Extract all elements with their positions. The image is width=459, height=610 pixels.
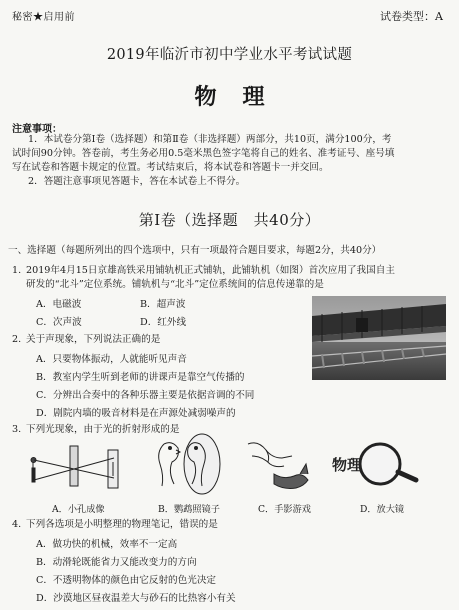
question-text: 2019年4月15日京雄高铁采用铺轨机正式铺轨，此铺轨机（如图）首次应用了我国自主 xyxy=(26,265,395,276)
caption-b: B．鹦鹉照镜子 xyxy=(158,504,220,515)
option-c: C．次声波 xyxy=(36,317,82,328)
parrot-mirror-illustration xyxy=(150,432,224,498)
option-b: B．超声波 xyxy=(140,299,186,310)
caption-d: D．放大镜 xyxy=(360,504,405,515)
question-text: 下列各选项是小明整理的物理笔记，错误的是 xyxy=(26,519,218,530)
section-title: 第Ⅰ卷（选择题 共40分） xyxy=(138,211,321,229)
paper-type: 试卷类型：A xyxy=(380,10,443,23)
note-line: 2．答题注意事项见答题卡，答在本试卷上不得分。 xyxy=(28,176,246,187)
question-text: 研发的“北斗”定位系统。铺轨机与“北斗”定位系统间的信息传递靠的是 xyxy=(26,279,324,290)
option-d: D．沙漠地区昼夜温差大与砂石的比热容小有关 xyxy=(36,593,236,604)
caption-a: A．小孔成像 xyxy=(52,504,105,515)
hand-shadow-illustration xyxy=(244,434,316,496)
question-number: 3. xyxy=(12,424,22,435)
note-line: 试时间90分钟。答卷前，考生务必用0.5毫米黑色签字笔将自己的姓名、准考证号、座号填 xyxy=(12,148,395,159)
magnifier-illustration xyxy=(328,440,420,494)
question-number: 4. xyxy=(12,519,22,530)
option-d: D．剧院内墙的吸音材料是在声源处减弱噪声的 xyxy=(36,408,236,419)
notes-heading: 注意事项： xyxy=(12,124,62,135)
pinhole-imaging-illustration xyxy=(30,442,122,492)
track-laying-machine-photo xyxy=(312,296,446,380)
option-a: A．电磁波 xyxy=(36,299,82,310)
subject-title: 物理 xyxy=(194,84,291,110)
magnifier-text: 物理 xyxy=(332,456,363,474)
option-c: C．分辨出合奏中的各种乐器主要是依据音调的不同 xyxy=(36,390,255,401)
option-a: A．只要物体振动，人就能听见声音 xyxy=(36,354,187,365)
exam-title: 2019年临沂市初中学业水平考试试题 xyxy=(106,47,353,63)
question-text: 关于声现象，下列说法正确的是 xyxy=(26,334,161,345)
question-number: 2. xyxy=(12,334,22,345)
caption-c: C．手影游戏 xyxy=(258,504,311,515)
section-instruction: 一、选择题（每题所列出的四个选项中，只有一项最符合题目要求，每题2分，共40分） xyxy=(8,245,382,256)
note-line: 1．本试卷分第Ⅰ卷（选择题）和第Ⅱ卷（非选择题）两部分，共10页，满分100分，考 xyxy=(28,134,392,145)
note-line: 写在试卷和答题卡规定的位置。考试结束后，将本试卷和答题卡一并交回。 xyxy=(12,162,329,173)
secret-label: 秘密★启用前 xyxy=(12,12,75,23)
question-number: 1. xyxy=(12,265,22,276)
option-c: C．不透明物体的颜色由它反射的色光决定 xyxy=(36,575,217,586)
option-d: D．红外线 xyxy=(140,317,187,328)
option-b: B．动滑轮既能省力又能改变力的方向 xyxy=(36,557,197,568)
option-a: A．做功快的机械，效率不一定高 xyxy=(36,539,178,550)
option-b: B．教室内学生听到老师的讲课声是靠空气传播的 xyxy=(36,372,245,383)
question-text: 下列光现象，由于光的折射形成的是 xyxy=(26,424,180,435)
